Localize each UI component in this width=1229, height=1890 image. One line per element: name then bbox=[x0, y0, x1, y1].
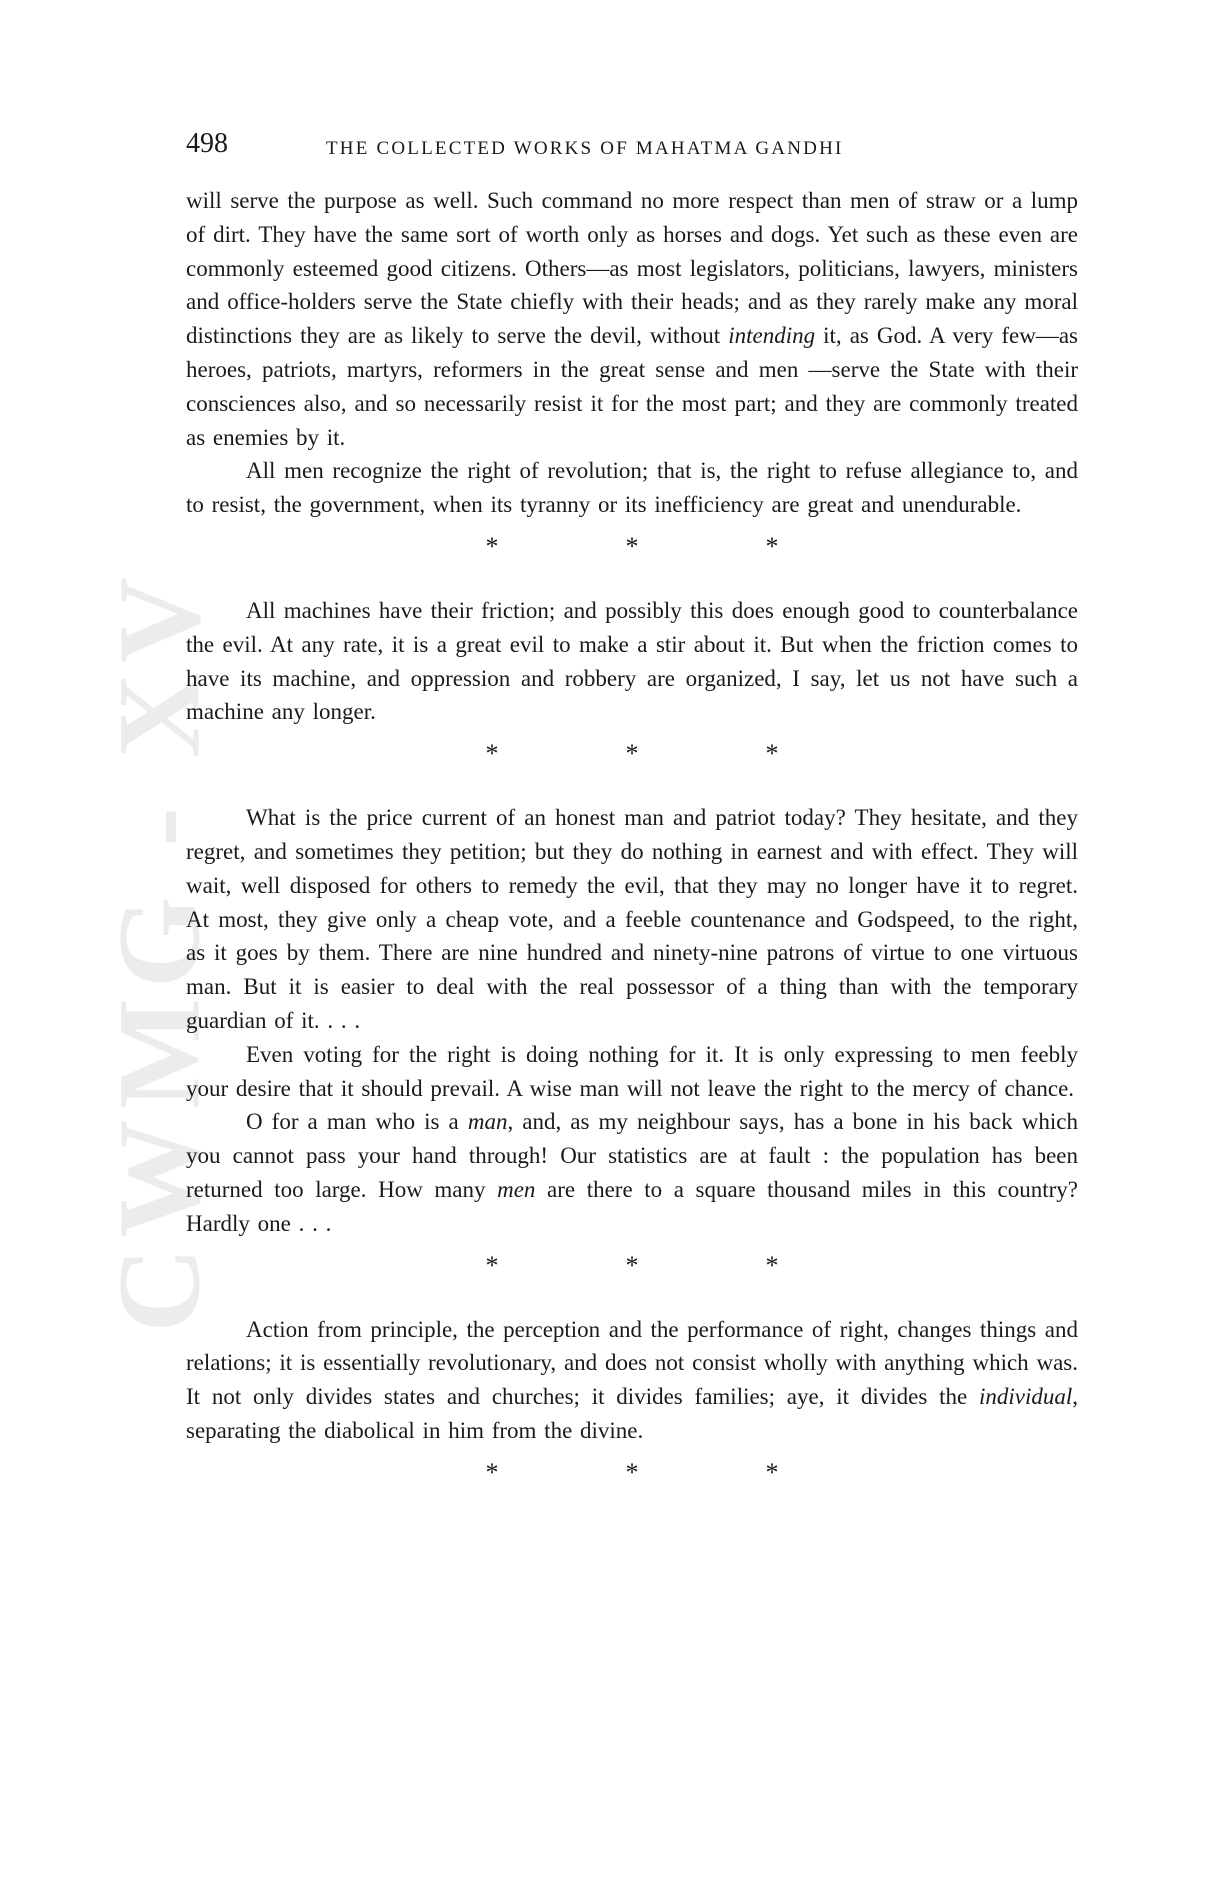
separator-asterisk: * bbox=[485, 531, 499, 561]
paragraph-text: O for a man who is a bbox=[246, 1109, 468, 1135]
paragraph-text: All machines have their friction; and possibly this does enough good to counterbalance the evil. At any rate, it is a great evil to make a stir about it. But when the friction comes to have its machine, and oppression and robbery are organized, I say, let us not have such a machine any longer. bbox=[186, 597, 1078, 725]
paragraph-1 bbox=[186, 184, 1078, 454]
paragraph-text: What is the price current of an honest man and patriot today? They hesitate, and they regret, and sometimes they petition; but they do nothing in earnest and with effect. They will wait, well disposed for others to remedy the evil, that they may no longer have it to regret. At most, they give only a cheap vote, and a feeble countenance and Godspeed, to the right, as it goes by them. There are nine hundred and ninety-nine patrons of virtue to one virtuous man. But it is easier to deal with the real possessor of a thing than with the temporary guardian of it. . . . bbox=[186, 805, 1078, 1033]
paragraph-5 bbox=[186, 1038, 1078, 1106]
section-separator-4 bbox=[186, 1456, 1078, 1490]
italic-text: men bbox=[497, 1176, 536, 1202]
separator-asterisk: * bbox=[765, 1457, 779, 1487]
paragraph-7 bbox=[186, 1313, 1078, 1448]
page bbox=[186, 128, 1078, 1520]
section-separator-2 bbox=[186, 737, 1078, 771]
page-body bbox=[186, 184, 1078, 1490]
page-number: 498 bbox=[186, 128, 228, 159]
separator-asterisk: * bbox=[765, 1250, 779, 1280]
separator-asterisk: * bbox=[765, 531, 779, 561]
separator-asterisk: * bbox=[625, 531, 639, 561]
separator-asterisk: * bbox=[765, 739, 779, 769]
paragraph-6 bbox=[186, 1105, 1078, 1240]
paragraph-text: Even voting for the right is doing nothing for it. It is only expressing to men feebly your desire that it should prevail. A wise man will not leave the right to the mercy of chance. bbox=[186, 1041, 1078, 1101]
section-separator-3 bbox=[186, 1249, 1078, 1283]
separator-asterisk: * bbox=[625, 1250, 639, 1280]
paragraph-text: , and, as my neighbour says, has a bone in his back which you cannot pass your hand through! Our statistics are at fault : the population has been returned too large. How many bbox=[186, 1109, 1078, 1202]
page-header bbox=[186, 128, 1078, 168]
paragraph-2 bbox=[186, 454, 1078, 522]
italic-text: man bbox=[467, 1109, 508, 1135]
running-title: THE COLLECTED WORKS OF MAHATMA GANDHI bbox=[326, 138, 844, 159]
separator-asterisk: * bbox=[625, 739, 639, 769]
section-separator-1 bbox=[186, 530, 1078, 564]
separator-asterisk: * bbox=[625, 1457, 639, 1487]
italic-text: individual bbox=[978, 1384, 1073, 1410]
paragraph-3 bbox=[186, 594, 1078, 729]
paragraph-text: , separating the diabolical in him from the divine. bbox=[186, 1384, 1078, 1443]
separator-asterisk: * bbox=[485, 1457, 499, 1487]
paragraph-4 bbox=[186, 801, 1078, 1038]
paragraph-text: it, as God. A very few—as heroes, patriots, martyrs, reformers in the great sense and men —serve the State with their consciences also, and so necessarily resist it for the most part; and they are commonly treated as enemies by it. bbox=[186, 323, 1078, 450]
separator-asterisk: * bbox=[485, 1250, 499, 1280]
paragraph-text: Action from principle, the perception and the performance of right, changes things and relations; it is essentially revolutionary, and does not consist wholly with anything which was. It not only divides states and churches; it divides families; aye, it divides the bbox=[186, 1316, 1078, 1410]
italic-text: intending bbox=[728, 323, 816, 349]
paragraph-text: will serve the purpose as well. Such command no more respect than men of straw or a lump of dirt. They have the same sort of worth only as horses and dogs. Yet such as these even are commonly esteemed good citizens. Others—as most legislators, politicians, lawyers, ministers and office-holders serve the State chiefly with their heads; and as they rarely make any moral distinctions they are as likely to serve the devil, without bbox=[186, 188, 1078, 349]
paragraph-text: All men recognize the right of revolution; that is, the right to refuse allegiance to, and to resist, the government, when its tyranny or its inefficiency are great and unendurable. bbox=[186, 458, 1078, 518]
watermark-text: CWMG - XV bbox=[94, 567, 226, 1333]
paragraph-text: are there to a square thousand miles in this country? Hardly one . . . bbox=[186, 1176, 1078, 1236]
separator-asterisk: * bbox=[485, 739, 499, 769]
